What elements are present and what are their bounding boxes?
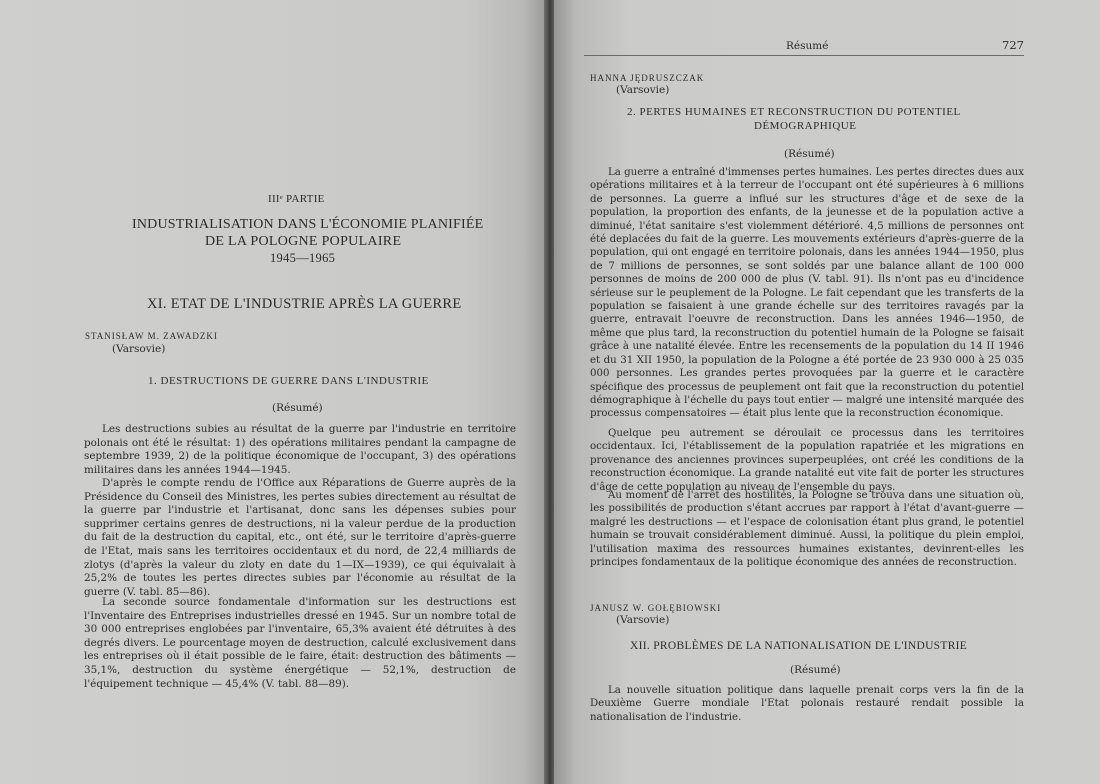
author-name: JANUSZ W. GOŁĘBIOWSKI [590, 603, 722, 613]
resume-label: (Résumé) [272, 402, 323, 414]
section-title: 1. DESTRUCTIONS DE GUERRE DANS L'INDUSTRIE [148, 375, 429, 387]
author-name: STANISŁAW M. ZAWADZKI [85, 331, 218, 341]
running-head: Résumé [786, 40, 829, 52]
paragraph: La nouvelle situation politique dans laquelle prenait corps vers la fin de la Deuxième Guerre mondiale l'Etat polonais restauré rendait possible la nationalisation de l'industrie. [590, 685, 1024, 723]
author-city: (Varsovie) [616, 614, 670, 626]
part-label: IIIᵉ PARTIE [268, 193, 325, 205]
author-city: (Varsovie) [112, 343, 166, 355]
paragraph: Au moment de l'arrêt des hostilités, la Pologne se trouva dans une situation où, les possibilités de production s'étant accrues par rapport à l'état d'avant-guerre — malgré les destructions — et l'espace de colonisation étant plus grand, le potentiel humain se trouvait considérablement diminué. Aussi, la politique du plein emploi, l'utilisation maxima des ressources humaines existantes, devinrent-elles les principes fondamentaux de la politique économique des années de reconstruction. [590, 490, 1024, 569]
chapter-title: XI. ETAT DE L'INDUSTRIE APRÈS LA GUERRE [147, 296, 462, 312]
paragraph: La guerre a entraîné d'immenses pertes humaines. Les pertes directes dues aux opérations militaires et à la terreur de l'occupant ont été supérieures à 6 millions de personnes. La guerre a influé sur les structures d'âge et de sexe de la population, la proportion des enfants, de la jeunesse et de la population active a diminué, l'état sanitaire s'est violemment détérioré. 4,5 millions de personnes ont été deplacées du fait de la guerre. Les mouvements extérieurs d'après-guerre de la population, qui ont engagé en territoire polonais, dans les années 1944—1950, plus de 7 millions de personnes, se sont soldés par une balance allant de 100 000 personnes de moins de 200 000 de plus (V. tabl. 91). Ils n'ont pas eu d'incidence sérieuse sur le peuplement de la Pologne. Le fait cependant que les transferts de la population se faisaient à une grande échelle sur des territoires ravagés par la guerre, entravait l'oeuvre de reconstruction. Dans les années 1946—1950, de même que plus tard, la reconstruction du potentiel humain de la Pologne se faisait grâce à une natalité élevée. Entre les recensements de la population du 14 II 1946 et du 31 XII 1950, la population de la Pologne a été portée de 23 930 000 à 25 035 000 personnes. Les grandes pertes provoquées par la guerre et le caractère spécifique des processus de peuplement ont fait que la reconstruction du potentiel démographique à l'échelle du pays tout entier — malgré une intensité marquée des processus compensatoires — était plus lente que la reconstruction économique. [590, 167, 1024, 420]
author-city: (Varsovie) [616, 84, 670, 96]
resume-label: (Résumé) [784, 148, 835, 160]
main-title-line2: DE LA POLOGNE POPULAIRE [205, 234, 402, 249]
left-page [0, 0, 546, 784]
paragraph: La seconde source fondamentale d'information sur les destructions est l'Inventaire des Entreprises industrielles dressé en 1945. Sur un nombre total de 30 000 entreprises englobées par l'inventaire, 65,3% avaient été détruites à des degrés divers. Le pourcentage moyen de destruction, calculé exclusivement dans les entreprises où il était possible de le faire, était: destruction des bâtiments — 35,1%, destruction du système énergétique — 52,1%, destruction de l'équipement technique — 45,4% (V. tabl. 88—89). [84, 596, 516, 690]
paragraph: Les destructions subies au résultat de la guerre par l'industrie en territoire polonais ont été le résultat: 1) des opérations militaires pendant la campagne de septembre 1939, 2) de la politique économique de l'occupant, 3) des opérations militaires dans les années 1944—1945. [84, 423, 516, 476]
right-page [554, 0, 1100, 784]
author-name: HANNA JĘDRUSZCZAK [590, 73, 705, 83]
header-rule [584, 55, 1024, 56]
paragraph: Quelque peu autrement se déroulait ce processus dans les territoires occidentaux. Ici, l'établissement de la population rapatriée et les migrations en provenance des anciennes provinces superpeuplées, ont créé les conditions de la reconstruction économique. La grande natalité eut vite fait de porter les structures d'âge de cette population au niveau de l'ensemble du pays. [590, 428, 1024, 493]
chapter-title: XII. PROBLÈMES DE LA NATIONALISATION DE L'INDUSTRIE [630, 640, 968, 652]
section-title-line2: DÉMOGRAPHIQUE [754, 120, 857, 132]
main-title-line1: INDUSTRIALISATION DANS L'ÉCONOMIE PLANIFIÉE [132, 217, 484, 232]
section-title-line1: 2. PERTES HUMAINES ET RECONSTRUCTION DU POTENTIEL [627, 106, 961, 118]
paragraph: D'après le compte rendu de l'Office aux Réparations de Guerre auprès de la Présidence du Conseil des Ministres, les pertes subies directement au résultat de la guerre par l'industrie et l'artisanat, donc sans les dépenses subies pour supprimer certains genres de destructions, ni la valeur perdue de la production du fait de la destruction du capital, etc., ont été, sur le territoire d'après-guerre de l'Etat, mais sans les territoires occidentaux et du nord, de 22,4 milliards de zlotys (d'après la valeur du zloty en date du 1—IX—1939), ce qui équivalait à 25,2% de toutes les pertes directes subies par l'économie au résultat de la guerre (V. tabl. 85—86). [84, 477, 516, 598]
page-number: 727 [1002, 38, 1024, 52]
resume-label: (Résumé) [790, 664, 841, 676]
main-title-years: 1945—1965 [270, 251, 336, 265]
